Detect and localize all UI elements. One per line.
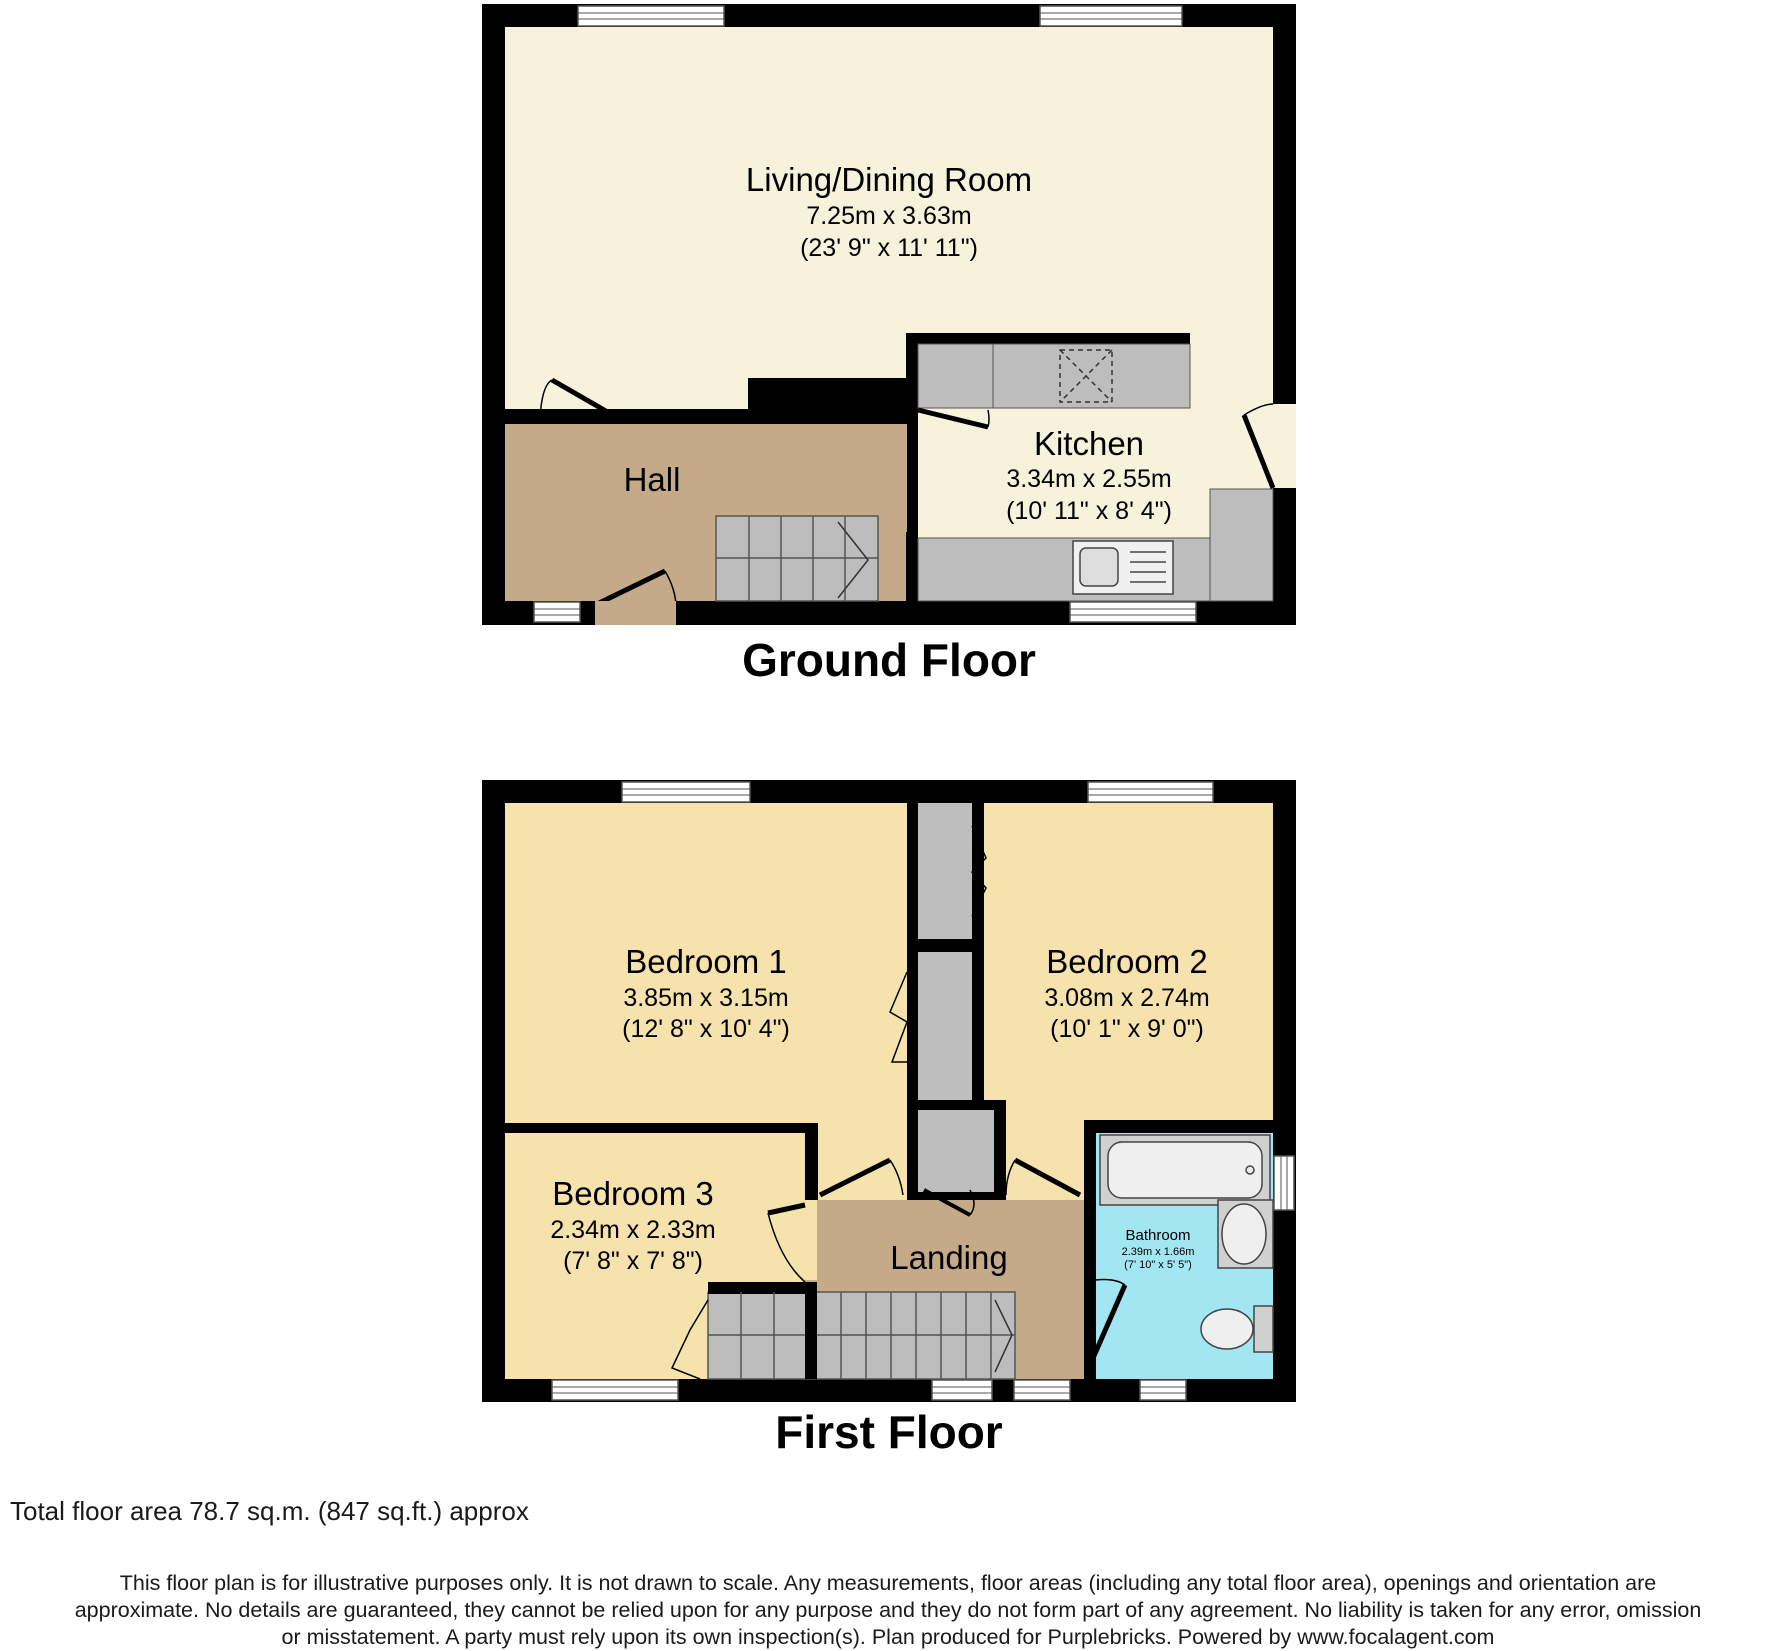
first-floor-title: First Floor [775, 1406, 1003, 1458]
bedroom-3-metric: 2.34m x 2.33m [550, 1216, 716, 1244]
ground-floor-title: Ground Floor [742, 634, 1036, 686]
disclaimer-line-1: This floor plan is for illustrative purposes only. It is not drawn to scale. Any measurements, floor areas (including any total floor area), openings and orientation are [119, 1571, 1657, 1595]
bedroom-2-imperial: (10' 1" x 9' 0") [1050, 1015, 1204, 1043]
bedroom-2-metric: 3.08m x 2.74m [1044, 984, 1210, 1012]
front-door-opening [595, 601, 676, 625]
window-bathroom-side [1274, 1156, 1294, 1210]
window-bedroom-2 [1088, 782, 1213, 802]
kitchen-worktop-top [918, 344, 1190, 408]
cupboard-1 [918, 803, 972, 939]
kitchen-worktop-right [1210, 489, 1273, 601]
living-room-imperial: (23' 9" x 11' 11") [800, 234, 978, 262]
living-room-right-strip [1190, 27, 1273, 409]
window-hall [534, 602, 580, 622]
window-bathroom-bottom [1140, 1380, 1186, 1400]
hall-top-wall [505, 412, 540, 424]
bedroom-3-name: Bedroom 3 [552, 1175, 714, 1212]
bathroom-metric: 2.39m x 1.66m [1121, 1246, 1195, 1258]
chimney-block [748, 378, 918, 424]
disclaimer-line-3: or misstatement. A party must rely upon its own inspection(s). Plan produced for Purplebricks. Powered by www.focalagent.com [281, 1625, 1495, 1649]
window-living-1 [578, 6, 724, 26]
cupboard-2 [918, 952, 972, 1100]
bedroom-3-imperial: (7' 8" x 7' 8") [563, 1247, 703, 1275]
bedroom-1-imperial: (12' 8" x 10' 4") [622, 1015, 790, 1043]
bedroom-1-name: Bedroom 1 [625, 943, 787, 980]
ground-floor [482, 4, 1296, 686]
kitchen-imperial: (10' 11" x 8' 4") [1006, 497, 1172, 525]
disclaimer-line-2: approximate. No details are guaranteed, they cannot be relied upon for any purpose and they do not form part of any agreement. No liability is taken for any error, omission [74, 1598, 1702, 1622]
window-bedroom-1 [622, 782, 750, 802]
kitchen-metric: 3.34m x 2.55m [1006, 465, 1172, 493]
living-room-metric: 7.25m x 3.63m [806, 202, 972, 230]
window-stairs-2 [1014, 1380, 1070, 1400]
hall-kitchen-wall [906, 532, 918, 601]
bedroom-2-name: Bedroom 2 [1046, 943, 1208, 980]
disclaimer [0, 1570, 1776, 1651]
window-living-2 [1040, 6, 1182, 26]
toilet-icon [1254, 1306, 1273, 1352]
window-stairs-1 [932, 1380, 992, 1400]
living-room-name: Living/Dining Room [745, 161, 1033, 198]
kitchen-name: Kitchen [1033, 425, 1145, 462]
bedroom-1-metric: 3.85m x 3.15m [623, 984, 789, 1012]
landing-name: Landing [890, 1239, 1008, 1276]
kitchen-top-wall [906, 333, 1190, 344]
bathroom-name: Bathroom [1125, 1227, 1191, 1244]
bathroom-imperial: (7' 10" x 5' 5") [1124, 1259, 1192, 1271]
cupboard-3 [918, 1110, 994, 1192]
window-bedroom-3 [552, 1380, 678, 1400]
window-kitchen [1070, 602, 1196, 622]
first-floor [482, 780, 1296, 1458]
total-floor-area: Total floor area 78.7 sq.m. (847 sq.ft.) approx [10, 1496, 529, 1526]
bedroom-2-lower [1006, 1100, 1085, 1200]
hall-name: Hall [623, 461, 681, 498]
hall-top-wall-mid [618, 412, 748, 424]
